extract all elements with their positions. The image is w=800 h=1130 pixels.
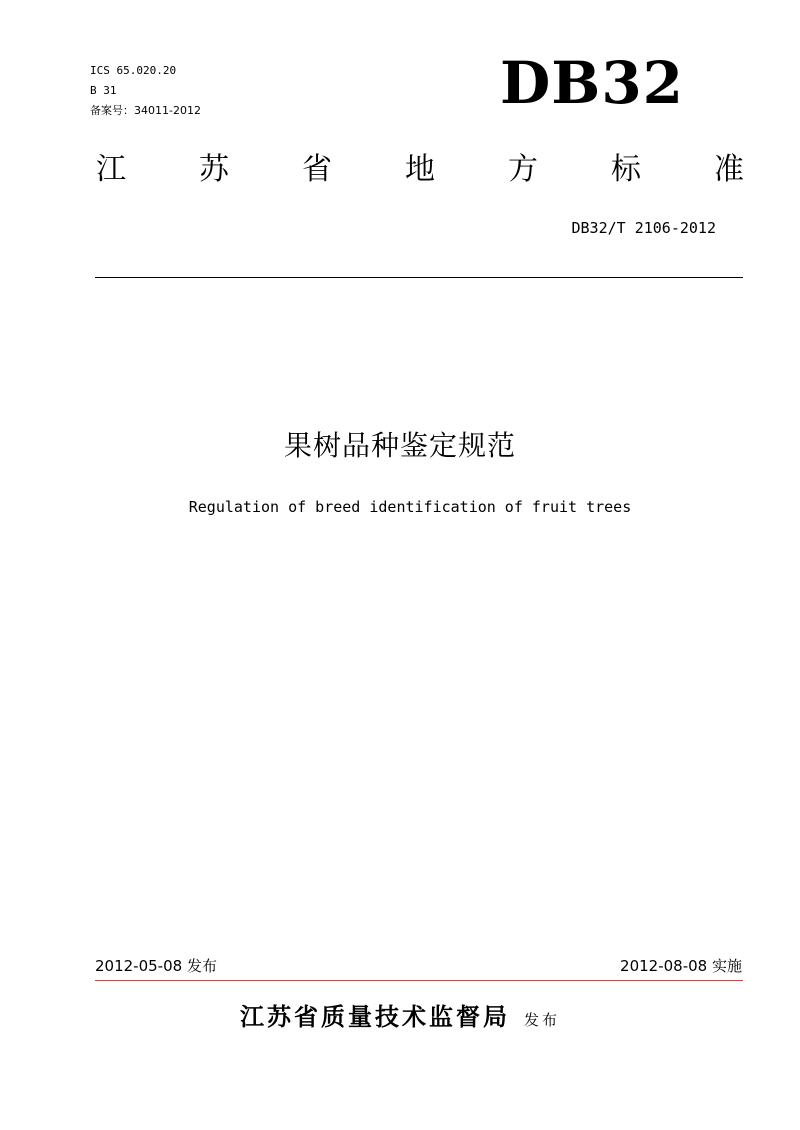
ics-code: ICS 65.020.20 [90,64,177,77]
publish-date: 2012-05-08 发布 [95,957,217,975]
classification-code: B 31 [90,84,117,97]
title-char: 标 [611,152,641,187]
title-char: 苏 [199,152,229,187]
title-char: 方 [508,152,538,187]
document-title: 果树品种鉴定规范 [283,429,516,462]
header-divider [95,277,743,278]
issuing-authority: 江苏省质量技术监督局 [239,1003,510,1031]
issuer-line [0,1000,800,1037]
title-char: 江 [96,152,126,187]
title-char: 地 [405,152,435,187]
title-char: 省 [302,152,332,187]
implement-date: 2012-08-08 实施 [620,957,742,975]
document-english-title: Regulation of breed identification of fruit trees [188,498,632,516]
standard-category-title [96,150,744,190]
footer-divider [95,980,743,981]
standard-code-logo: DB32 [500,49,685,117]
standard-number: DB32/T 2106-2012 [571,219,716,237]
issue-label: 发布 [523,1011,560,1029]
record-number: 备案号：34011-2012 [90,104,201,117]
title-char: 准 [714,152,744,187]
